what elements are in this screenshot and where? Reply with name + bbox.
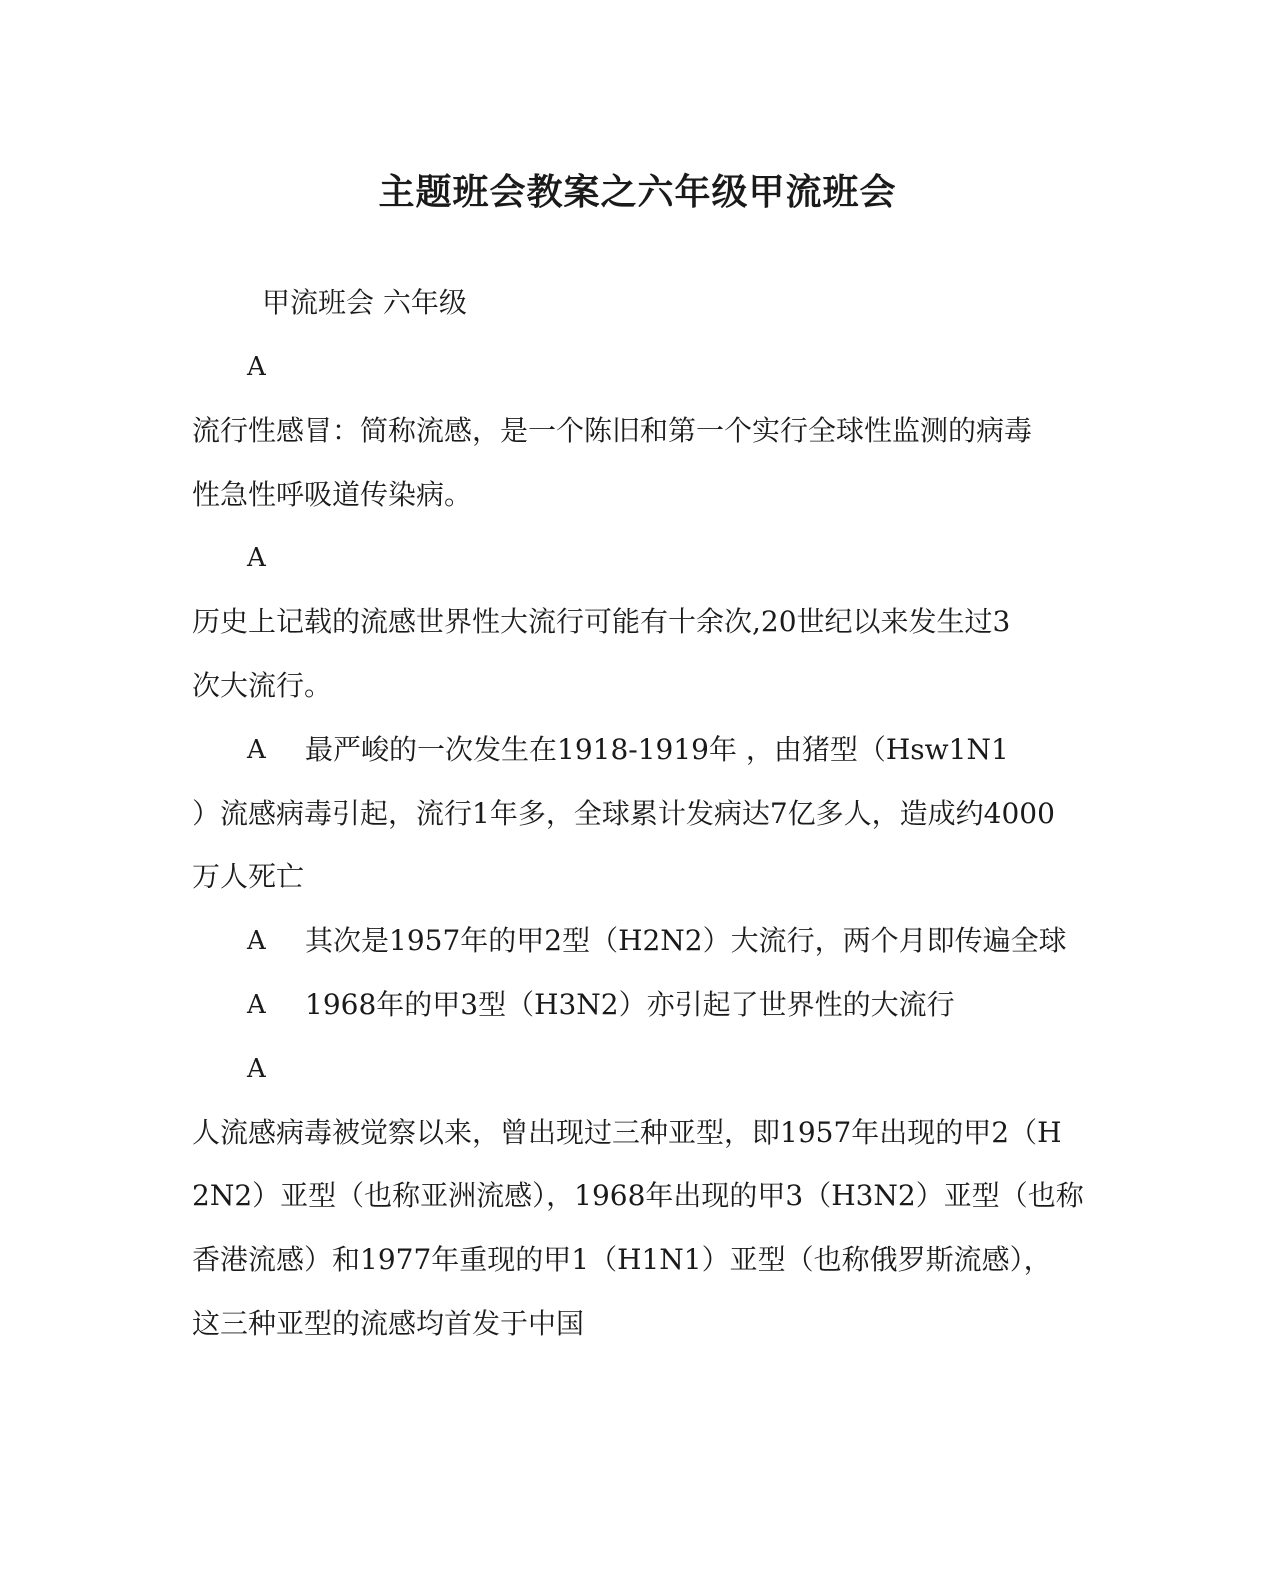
paragraph-2-line-2: 次大流行。 xyxy=(192,669,333,702)
paragraph-6-line-3: 香港流感）和1977年重现的甲1（H1N1）亚型（也称俄罗斯流感）， xyxy=(192,1243,1052,1276)
paragraph-3-line-2: ）流感病毒引起，流行1年多，全球累计发病达7亿多人，造成约4000 xyxy=(192,797,1055,830)
paragraph-6-line-1: 人流感病毒被觉察以来，曾出现过三种亚型，即1957年出现的甲2（H xyxy=(192,1116,1062,1149)
paragraph-6-line-2: 2N2）亚型（也称亚洲流感），1968年出现的甲3（H3N2）亚型（也称 xyxy=(192,1179,1084,1212)
paragraph-marker: A xyxy=(247,352,266,382)
paragraph-1-line-2: 性急性呼吸道传染病。 xyxy=(192,478,473,511)
document-subtitle: 甲流班会 六年级 xyxy=(262,286,467,319)
paragraph-marker: A xyxy=(247,990,266,1020)
paragraph-2-line-1: 历史上记载的流感世界性大流行可能有十余次,20世纪以来发生过3 xyxy=(192,605,1011,638)
document-title: 主题班会教案之六年级甲流班会 xyxy=(378,171,897,213)
paragraph-4-line-1: 其次是1957年的甲2型（H2N2）大流行，两个月即传遍全球 xyxy=(305,924,1067,957)
paragraph-marker: A xyxy=(247,1054,266,1084)
paragraph-5-line-1: 1968年的甲3型（H3N2）亦引起了世界性的大流行 xyxy=(305,988,955,1021)
paragraph-marker: A xyxy=(247,543,266,573)
paragraph-3-line-3: 万人死亡 xyxy=(192,860,305,893)
paragraph-marker: A xyxy=(247,926,266,956)
paragraph-1-line-1: 流行性感冒：简称流感，是一个陈旧和第一个实行全球性监测的病毒 xyxy=(192,414,1033,447)
paragraph-marker: A xyxy=(247,735,266,765)
paragraph-3-line-1: 最严峻的一次发生在1918-1919年 ，由猪型（Hsw1N1 xyxy=(305,733,1009,766)
paragraph-6-line-4: 这三种亚型的流感均首发于中国 xyxy=(192,1307,585,1340)
